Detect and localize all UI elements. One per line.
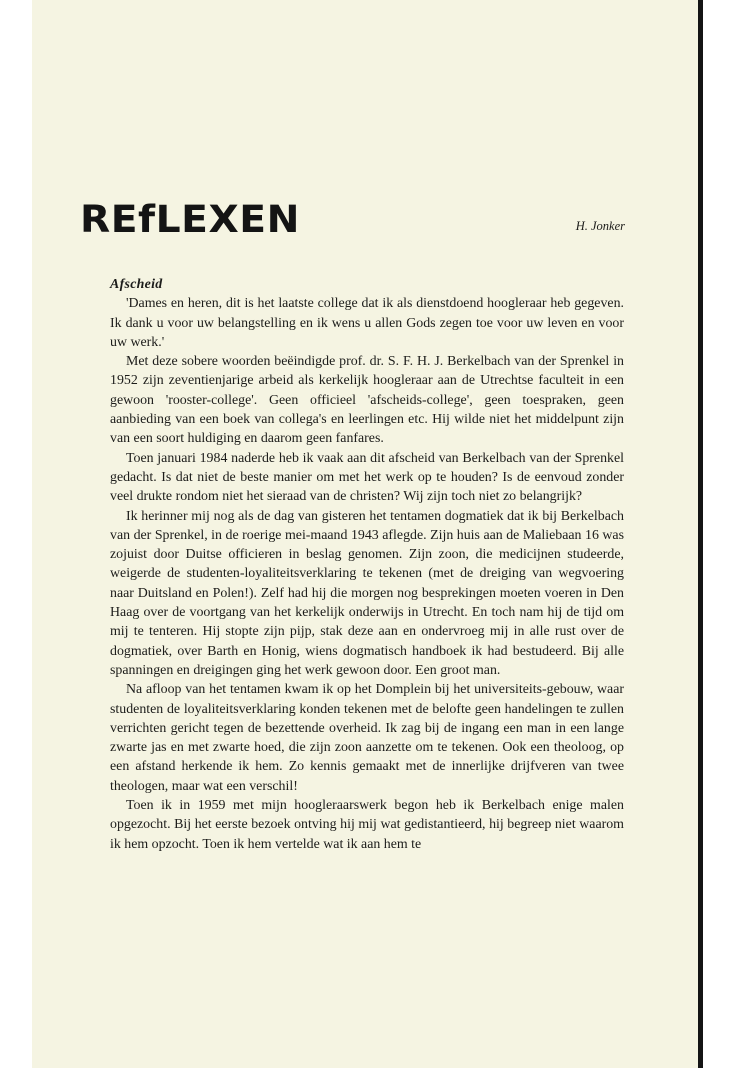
paragraph: Met deze sobere woorden beëindigde prof. dr. S. F. H. J. Berkelbach van der Sprenkel in 1952 zijn zeventienjarige arbeid als kerkelijk hoogleraar aan de Utrechtse faculteit in een gewoon 'rooster-college'. Geen officieel 'afscheids-college', geen toespraken, geen aanbieding van een boek van collega's en leerlingen etc. Hij wilde niet het middelpunt zijn van een soort huldiging en daarom geen fanfares. xyxy=(110,354,624,447)
paragraph: Toen ik in 1959 met mijn hoogleraarswerk begon heb ik Berkelbach enige malen opgezocht. Bij het eerste bezoek ontving hij mij wat gedistantieerd, hij begreep niet waarom ik hem opzocht. Toen ik hem vertelde wat ik aan hem te xyxy=(110,798,624,852)
paragraph: 'Dames en heren, dit is het laatste college dat ik als dienstdoend hoogleraar heb gegeven. Ik dank u voor uw belangstelling en ik wens u allen Gods zegen toe voor uw leven en voor uw werk.' xyxy=(110,296,624,350)
page-header xyxy=(80,196,625,244)
article-body xyxy=(110,275,624,854)
paragraph: Na afloop van het tentamen kwam ik op het Domplein bij het universiteits-gebouw, waar studenten de loyaliteitsverklaring konden tekenen met de belofte geen handelingen te zullen verrichten gericht tegen de bezettende overheid. Ik zag bij de ingang een man in een lange zwarte jas en met zwarte hoed, die zijn zoon aanzette om te tekenen. Ook een theoloog, op een afstand herkende ik hem. Zo kennis gemaakt met de innerlijke drijfveren van twee theologen, maar wat een verschil! xyxy=(110,682,624,794)
section-title: REfLEXEN xyxy=(80,198,300,241)
paragraph: Toen januari 1984 naderde heb ik vaak aan dit afscheid van Berkelbach van der Sprenkel gedacht. Is dat niet de beste manier om met het werk op te houden? Is de eenvoud zonder veel drukte rondom niet het sieraad van de christen? Wij zijn toch niet zo belangrijk? xyxy=(110,450,624,505)
author-name: H. Jonker xyxy=(575,219,625,233)
page-edge-shadow xyxy=(698,0,703,1068)
article-subheading: Afscheid xyxy=(110,277,163,292)
paragraph: Ik herinner mij nog als de dag van gisteren het tentamen dogmatiek dat ik bij Berkelbach van der Sprenkel, in de roerige mei-maand 1943 aflegde. Zijn huis aan de Maliebaan 16 was zojuist door Duitse officieren in beslag genomen. Zijn zoon, die medicijnen studeerde, weigerde de studenten-loyaliteitsverklaring te tekenen (met de dreiging van wegvoering naar Duitsland en Polen!). Zelf had hij die morgen nog besprekingen moeten voeren in Den Haag over de voortgang van het kerkelijk onderwijs in Utrecht. En toch nam hij de tijd om mij te tenteren. Hij stopte zijn pijp, stak deze aan en ondervroeg mij in alle rust over de dogmatiek, over Barth en Honig, wiens dogmatisch handboek ik had bestudeerd. Bij alle spanningen en dreigingen ging het werk gewoon door. Een groot man. xyxy=(110,508,624,678)
